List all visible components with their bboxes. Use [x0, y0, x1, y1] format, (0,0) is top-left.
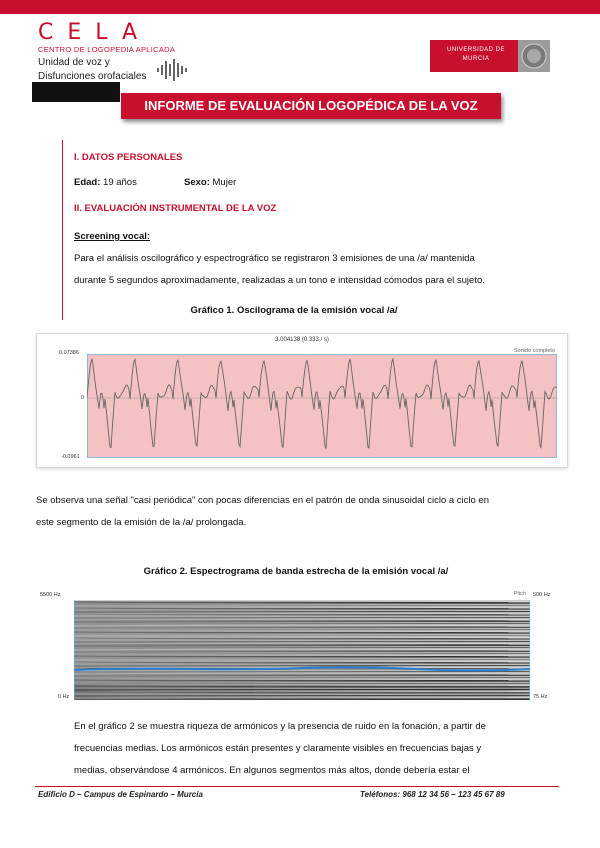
- oscillogram-y-zero: 0: [81, 395, 85, 401]
- section-1-heading: I. DATOS PERSONALES: [74, 152, 183, 163]
- logo-word: CELA: [38, 20, 152, 45]
- spectrogram-y-bottom-left: 0 Hz: [58, 694, 70, 700]
- logo-unit-line-1: Unidad de voz y: [38, 57, 110, 68]
- sex-value: Mujer: [212, 177, 237, 188]
- footer-phones: Teléfonos: 968 12 34 56 – 123 45 67 89: [360, 790, 505, 799]
- sex-field: [184, 177, 236, 188]
- paragraph-3-line-2: frecuencias medias. Los armónicos están presentes y claramente visibles en frecuencias bajas y: [74, 743, 482, 754]
- sex-label: Sexo:: [184, 177, 210, 188]
- redacted-block: [32, 82, 120, 102]
- section-2-heading: II. EVALUACIÓN INSTRUMENTAL DE LA VOZ: [74, 203, 277, 214]
- age-field: [74, 177, 137, 188]
- spectrogram-panel: [36, 588, 556, 706]
- section-margin-line: [62, 140, 63, 320]
- paragraph-3-line-1: En el gráfico 2 se muestra riqueza de armónicos y la presencia de ruido en la fonación, a partir de: [74, 721, 486, 732]
- oscillogram-waveform: [87, 354, 557, 458]
- paragraph-1-line-1: Para el análisis oscilográfico y espectrográfico se registraron 3 emisiones de una /a/ mantenida: [74, 253, 475, 264]
- spectrogram-legend: Pitch: [513, 591, 526, 597]
- paragraph-1: [74, 248, 514, 292]
- oscillogram-panel: [36, 333, 568, 468]
- logo-unit-line-2: Disfunciones orofaciales: [38, 71, 147, 82]
- paragraph-1-line-2: durante 5 segundos aproximadamente, realizadas a un tono e intensidad cómodos para el sujeto.: [74, 275, 485, 286]
- spectrogram-y-top-left: 5500 Hz: [40, 592, 61, 598]
- age-value: 19 años: [103, 177, 137, 188]
- footer-address: Edificio D – Campus de Espinardo – Murcia: [38, 790, 203, 799]
- paragraph-2: [36, 490, 556, 534]
- oscillogram-y-bottom: -0.0961: [61, 454, 80, 460]
- university-crest-icon: [518, 40, 550, 72]
- spectrogram-y-bottom-right: 75 Hz: [533, 694, 548, 700]
- top-accent-bar: [0, 0, 600, 14]
- university-logo: [430, 40, 550, 72]
- report-title-banner: INFORME DE EVALUACIÓN LOGOPÉDICA DE LA VOZ: [121, 93, 501, 119]
- screening-subheading: Screening vocal:: [74, 231, 151, 242]
- paragraph-2-line-2: este segmento de la emisión de la /a/ prolongada.: [36, 517, 247, 528]
- figure-1-caption: Gráfico 1. Oscilograma de la emisión vocal /a/: [190, 305, 398, 316]
- footer-divider: [35, 786, 559, 787]
- university-line-2: MURCIA: [462, 56, 490, 62]
- oscillogram-legend: Sonido completo: [514, 348, 555, 354]
- figure-2-caption: Gráfico 2. Espectrograma de banda estrecha de la emisión vocal /a/: [143, 566, 449, 577]
- paragraph-2-line-1: Se observa una señal "casi periódica" con pocas diferencias en el patrón de onda sinusoidal ciclo a ciclo en: [36, 495, 489, 506]
- spectrogram-image: [74, 600, 530, 700]
- paragraph-3-line-3: medias, observándose 4 armónicos. En algunos segmentos más altos, donde debería estar el: [74, 765, 470, 776]
- oscillogram-y-top: 0.07386: [59, 350, 79, 356]
- spectrogram-y-top-right: 500 Hz: [533, 592, 551, 598]
- paragraph-3: [74, 716, 514, 782]
- oscillogram-title: 3.004138 (0.333 / s): [275, 337, 329, 343]
- cela-logo: [38, 22, 198, 84]
- logo-center-name: CENTRO DE LOGOPEDIA APLICADA: [38, 45, 176, 54]
- university-line-1: UNIVERSIDAD DE: [446, 47, 505, 53]
- voice-wave-icon: [156, 58, 192, 82]
- age-label: Edad:: [74, 177, 101, 188]
